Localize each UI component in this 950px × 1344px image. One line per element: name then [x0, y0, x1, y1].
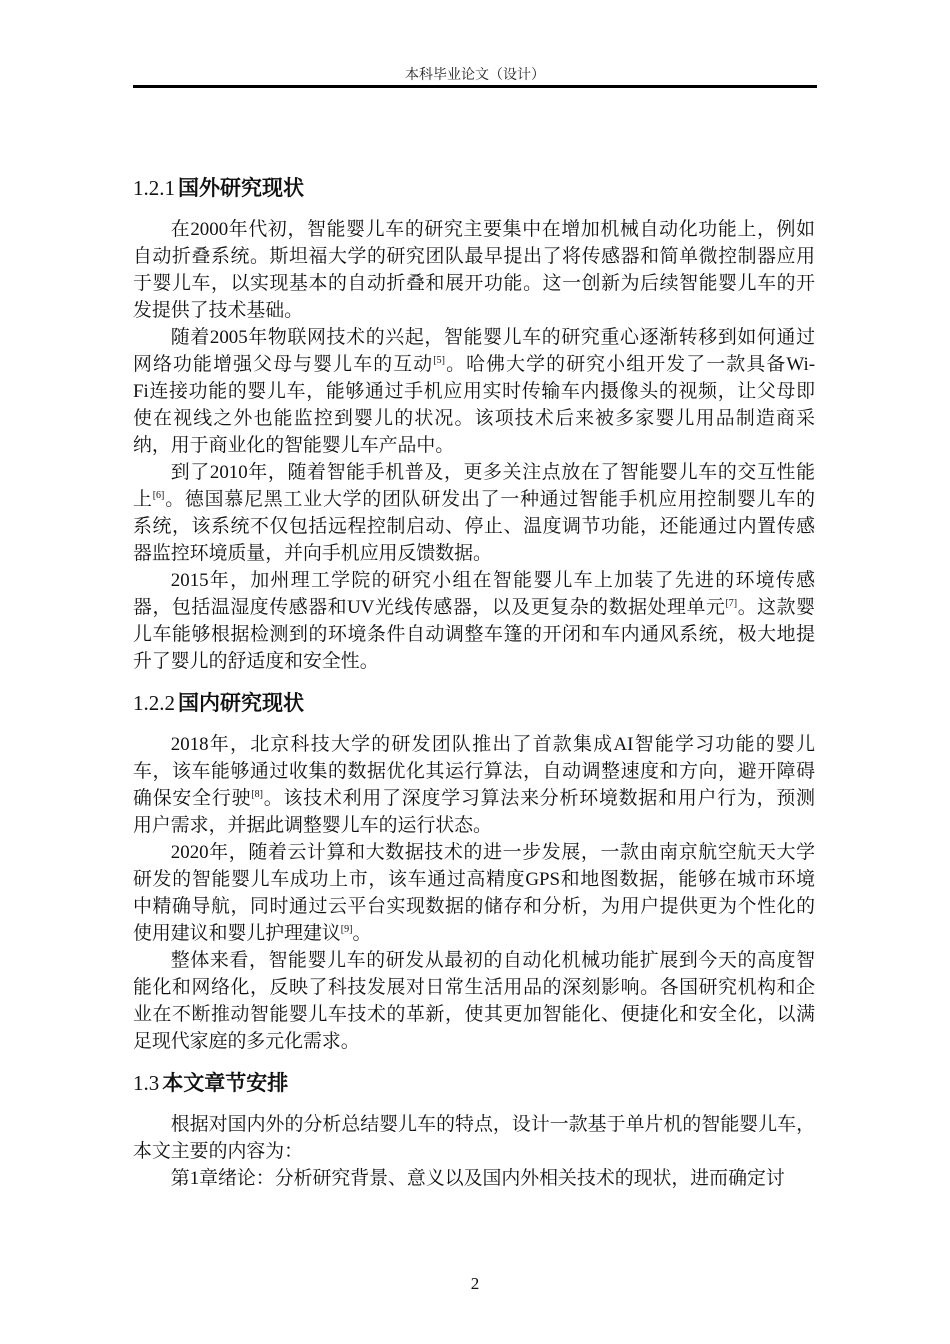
section-title: 国内研究现状: [178, 692, 304, 715]
paragraph: [133, 459, 815, 567]
text-line: [133, 432, 815, 459]
text-line: [133, 243, 815, 270]
text-run: 中精确导航，同时通过云平台实现数据的储存和分析，为用户提供更为个性化的: [133, 896, 815, 917]
text-line: [133, 1138, 815, 1165]
text-run: 器，包括温湿度传感器和UV光线传感器，以及更复杂的数据处理单元: [133, 597, 726, 618]
text-run: 能化和网络化，反映了科技发展对日常生活用品的深刻影响。各国研究机构和企: [133, 977, 815, 998]
text-run: 2015年，加州理工学院的研究小组在智能婴儿车上加装了先进的环境传感: [170, 570, 815, 591]
text-line: [133, 270, 815, 297]
text-line: [133, 785, 815, 812]
running-header: 本科毕业论文（设计）: [405, 68, 545, 83]
text-line: [133, 758, 815, 785]
text-line: [133, 866, 815, 893]
document-body: [133, 160, 815, 1192]
text-run: 儿车能够根据检测到的环境条件自动调整车篷的开闭和车内通风系统，极大地提: [133, 624, 815, 645]
text-run: 足现代家庭的多元化需求。: [133, 1031, 360, 1052]
text-run: 2020年，随着云计算和大数据技术的进一步发展，一款由南京航空航天大学: [170, 842, 815, 863]
text-line: [133, 1001, 815, 1028]
text-run: 本文主要的内容为：: [133, 1141, 304, 1162]
page-number: 2: [470, 1274, 480, 1293]
text-run: 。: [352, 923, 372, 944]
text-run: 整体来看，智能婴儿车的研发从最初的自动化机械功能扩展到今天的高度智: [170, 950, 815, 971]
text-line: [133, 920, 815, 947]
text-run: 确保安全行驶: [133, 788, 252, 809]
text-run: 到了2010年，随着智能手机普及，更多关注点放在了智能婴儿车的交互性能: [170, 462, 815, 483]
text-line: [133, 405, 815, 432]
text-line: [133, 893, 815, 920]
text-line: [133, 297, 815, 324]
paragraph: [133, 1111, 815, 1165]
text-line: [133, 648, 815, 675]
paragraph: [133, 324, 815, 459]
text-line: [133, 731, 815, 758]
text-line: [133, 567, 815, 594]
section-number: 1.3: [133, 1071, 160, 1095]
text-line: [133, 812, 815, 839]
text-run: 使用建议和婴儿护理建议: [133, 923, 341, 944]
text-line: [133, 513, 815, 540]
text-line: [133, 324, 815, 351]
header-rule: [133, 85, 817, 88]
paragraph: [133, 839, 815, 947]
section-heading: [133, 160, 815, 216]
section-title: 国外研究现状: [178, 177, 304, 200]
paragraph: [133, 567, 815, 675]
text-run: 自动折叠系统。斯坦福大学的研究团队最早提出了将传感器和简单微控制器应用: [133, 246, 815, 267]
text-line: [133, 1165, 815, 1192]
text-line: [133, 1111, 815, 1138]
text-run: 纳，用于商业化的智能婴儿车产品中。: [133, 435, 455, 456]
section-heading: [133, 675, 815, 731]
text-run: 于婴儿车，以实现基本的自动折叠和展开功能。这一创新为后续智能婴儿车的开: [133, 273, 815, 294]
text-run: 网络功能增强父母与婴儿车的互动: [133, 354, 434, 375]
paragraph: [133, 216, 815, 324]
text-run: 上: [133, 489, 153, 510]
text-line: [133, 839, 815, 866]
text-line: [133, 621, 815, 648]
citation-ref: [5]: [433, 355, 445, 366]
section-heading: [133, 1055, 815, 1111]
text-line: [133, 974, 815, 1001]
text-run: 用户需求，并据此调整婴儿车的运行状态。: [133, 815, 492, 836]
text-run: 使在视线之外也能监控到婴儿的状况。该项技术后来被多家婴儿用品制造商采: [133, 408, 815, 429]
text-run: 。该技术利用了深度学习算法来分析环境数据和用户行为，预测: [262, 788, 816, 809]
text-run: Fi连接功能的婴儿车，能够通过手机应用实时传输车内摄像头的视频，让父母即: [133, 381, 815, 402]
text-run: 研发的智能婴儿车成功上市，该车通过高精度GPS和地图数据，能够在城市环境: [133, 869, 815, 890]
text-run: 2018年，北京科技大学的研发团队推出了首款集成AI智能学习功能的婴儿: [170, 734, 815, 755]
text-line: [133, 351, 815, 378]
text-run: 。哈佛大学的研究小组开发了一款具备Wi-: [444, 354, 815, 375]
text-line: [133, 594, 815, 621]
text-line: [133, 378, 815, 405]
text-run: 根据对国内外的分析总结婴儿车的特点，设计一款基于单片机的智能婴儿车，: [170, 1114, 815, 1135]
section-number: 1.2.1: [133, 176, 175, 200]
paragraph: [133, 1165, 815, 1192]
text-line: [133, 486, 815, 513]
text-run: 器监控环境质量，并向手机应用反馈数据。: [133, 543, 492, 564]
text-line: [133, 540, 815, 567]
text-run: 系统，该系统不仅包括远程控制启动、停止、温度调节功能，还能通过内置传感: [133, 516, 815, 537]
text-line: [133, 459, 815, 486]
citation-ref: [7]: [725, 598, 738, 609]
text-run: 发提供了技术基础。: [133, 300, 304, 321]
text-line: [133, 1028, 815, 1055]
text-run: 随着2005年物联网技术的兴起，智能婴儿车的研究重心逐渐转移到如何通过: [170, 327, 815, 348]
citation-ref: [6]: [152, 490, 165, 501]
text-run: 业在不断推动智能婴儿车技术的革新，使其更加智能化、便捷化和安全化，以满: [133, 1004, 815, 1025]
citation-ref: [9]: [340, 924, 353, 935]
text-line: [133, 216, 815, 243]
citation-ref: [8]: [251, 789, 263, 800]
text-run: 。德国慕尼黑工业大学的团队研发出了一种通过智能手机应用控制婴儿车的: [164, 489, 816, 510]
section-number: 1.2.2: [133, 691, 175, 715]
paragraph: [133, 731, 815, 839]
text-run: 车，该车能够通过收集的数据优化其运行算法，自动调整速度和方向，避开障碍: [133, 761, 815, 782]
text-run: 。这款婴: [737, 597, 815, 618]
text-run: 第1章绪论：分析研究背景、意义以及国内外相关技术的现状，进而确定讨: [170, 1168, 785, 1189]
text-run: 升了婴儿的舒适度和安全性。: [133, 651, 379, 672]
section-title: 本文章节安排: [162, 1072, 289, 1095]
text-run: 在2000年代初，智能婴儿车的研究主要集中在增加机械自动化功能上，例如: [170, 219, 815, 240]
text-line: [133, 947, 815, 974]
paragraph: [133, 947, 815, 1055]
